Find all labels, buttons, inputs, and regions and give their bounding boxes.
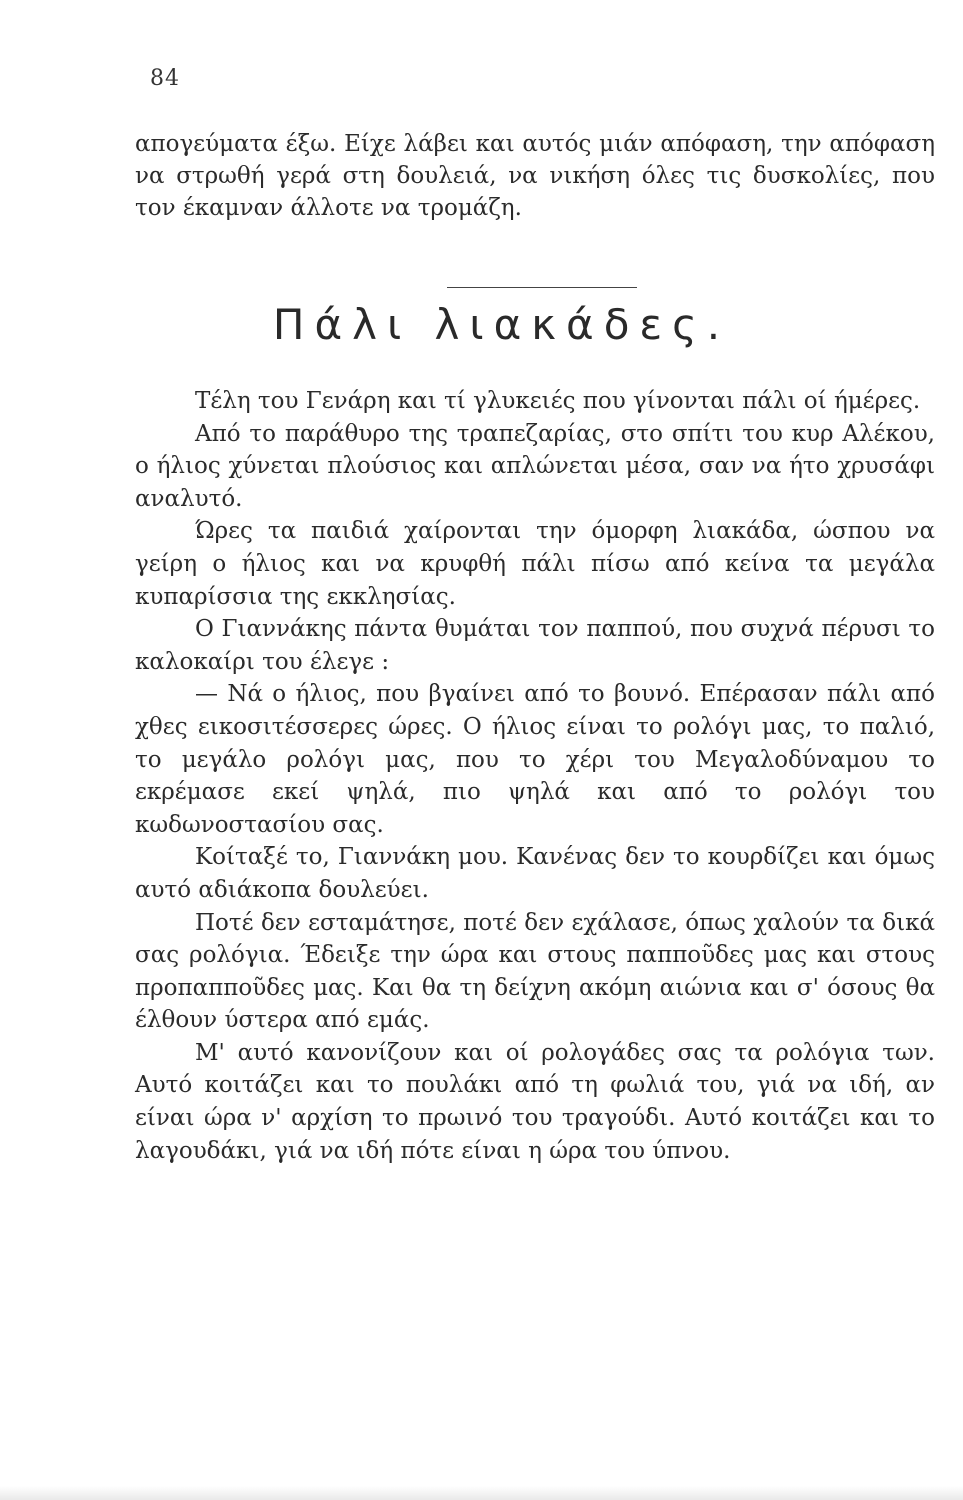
paragraph: Ο Γιαννάκης πάντα θυμάται τον παππού, που συχνά πέρυσι το καλοκαίρι του έλεγε :: [135, 616, 935, 675]
paragraph: Κοίταξέ το, Γιαννάκη μου. Κανένας δεν το κουρδίζει και όμως αυτό αδιάκοπα δουλεύει.: [135, 844, 935, 903]
section-body: [135, 385, 935, 1167]
page-bottom-edge: [0, 1486, 963, 1500]
paragraph: Από το παράθυρο της τραπεζαρίας, στο σπίτι του κυρ Αλέκου, ο ήλιος χύνεται πλούσιος και απλώνεται μέσα, σαν να ήτο χρυσάφι αναλυτό.: [135, 420, 935, 512]
page-number: 84: [150, 66, 180, 91]
paragraph: Τέλη του Γενάρη και τί γλυκειές που γίνονται πάλι οί ήμέρες.: [195, 388, 921, 414]
intro-text: [135, 128, 935, 224]
dialogue-paragraph: — Νά ο ήλιος, που βγαίνει από το βουνό. Επέρασαν πάλι από χθες εικοσιτέσσερες ώρες. Ο ήλιος είναι το ρολόγι μας, το παλιό, το μεγάλο ρολόγι μας, που το χέρι του Μεγαλοδύναμου το εκρέμασε εκεί ψηλά, πιο ψηλά και από το ρολόγι του κωδωνοστασίου σας.: [135, 681, 935, 838]
paragraph: Μ' αυτό κανονίζουν και οί ρολογάδες σας τα ρολόγια των. Αυτό κοιτάζει και το πουλάκι από τη φωλιά του, γιά να ιδή, αν είναι ώρα ν' αρχίση το πρωινό του τραγούδι. Αυτό κοιτάζει και το λαγουδάκι, γιά να ιδή πότε είναι η ώρα του ύπνου.: [135, 1039, 935, 1164]
paragraph: Ώρες τα παιδιά χαίρονται την όμορφη λιακάδα, ώσπου να γείρη ο ήλιος και να κρυφθή πάλι πίσω από κείνα τα μεγάλα κυπαρίσσια της εκκλησίας.: [135, 518, 935, 610]
intro-paragraph: απογεύματα έξω. Είχε λάβει και αυτός μιάν απόφαση, την απόφαση να στρωθή γερά στη δουλειά, να νικήση όλες τις δυσκολίες, που τον έκαμναν άλλοτε να τρομάζη.: [135, 131, 935, 221]
section-divider: [447, 287, 637, 288]
section-heading: Πάλι λιακάδες.: [272, 300, 731, 349]
paragraph: Ποτέ δεν εσταμάτησε, ποτέ δεν εχάλασε, όπως χαλούν τα δικά σας ρολόγια. Έδειξε την ώρα και στους παπποῦδες μας και στους προπαπποῦδες μας. Και θα τη δείχνη ακόμη αιώνια και σ' όσους θα έλθουν ύστερα από εμάς.: [135, 909, 935, 1034]
